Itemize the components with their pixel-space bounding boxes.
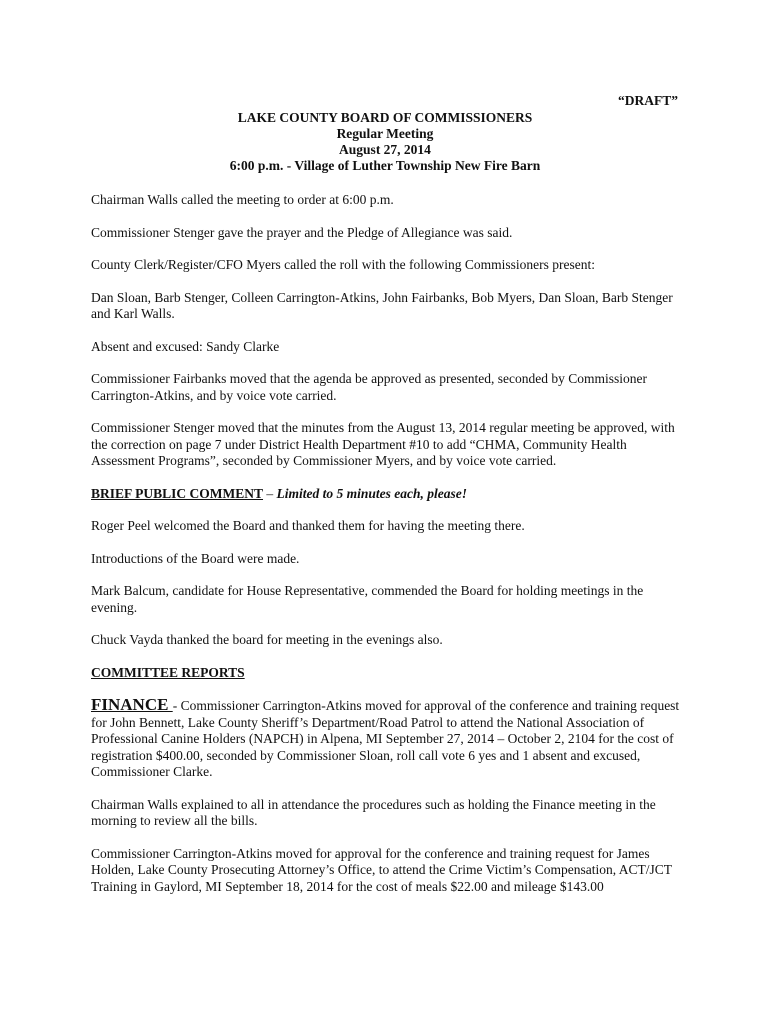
- public-comment-note: Limited to 5 minutes each, please!: [276, 485, 468, 501]
- paragraph-prayer: Commissioner Stenger gave the prayer and the Pledge of Allegiance was said.: [91, 224, 513, 240]
- public-comment-line: [91, 486, 691, 503]
- paragraph-welcome: Roger Peel welcomed the Board and thanked them for having the meeting there.: [91, 518, 525, 533]
- paragraph-holden: Commissioner Carrington-Atkins moved for approval for the conference and training request for James Holden, Lake County Prosecuting Attorney’s Office, to attend the Crime Victim’s Compensation, ACT/JCT Training in Gaylord, MI September 18, 2014 for the cost of meals $22.00 and mileage $143.00: [91, 845, 672, 894]
- paragraph-minutes: Commissioner Stenger moved that the minutes from the August 13, 2014 regular meeting be approved, with the correction on page 7 under District Health Department #10 to add “CHMA, Community Health Assessment Programs”, seconded by Commissioner Myers, and by voice vote carried.: [91, 420, 675, 468]
- paragraph-agenda: Commissioner Fairbanks moved that the agenda be approved as presented, seconded by Commissioner Carrington-Atkins, and by voice vote carried.: [91, 371, 647, 403]
- header-org: LAKE COUNTY BOARD OF COMMISSIONERS: [237, 110, 533, 125]
- draft-mark: “DRAFT”: [618, 93, 678, 108]
- finance-text: - Commissioner Carrington-Atkins moved for approval of the conference and training request for John Bennett, Lake County Sheriff’s Department/Road Patrol to attend the National Association of Professional Canine Holders (NAPCH) in Alpena, MI September 27, 2014 – October 2, 2104 for the cost of registration $400.00, seconded by Commissioner Sloan, roll call vote 6 yes and 1 absent and excused, Commissioner Clarke.: [91, 698, 680, 779]
- public-comment-heading: BRIEF PUBLIC COMMENT: [91, 485, 264, 501]
- paragraph-procedures: Chairman Walls explained to all in attendance the procedures such as holding the Finance meeting in the morning to review all the bills.: [91, 796, 656, 828]
- finance-paragraph: [91, 697, 691, 781]
- paragraph-vayda: Chuck Vayda thanked the board for meeting in the evenings also.: [91, 632, 443, 647]
- paragraph-balcum: Mark Balcum, candidate for House Representative, commended the Board for holding meetings in the evening.: [91, 583, 644, 615]
- paragraph-call-to-order: Chairman Walls called the meeting to order at 6:00 p.m.: [91, 192, 394, 207]
- document-body: [91, 192, 691, 911]
- paragraph-absent: Absent and excused: Sandy Clarke: [91, 338, 280, 354]
- header-date: August 27, 2014: [339, 142, 431, 157]
- paragraph-roll-call: County Clerk/Register/CFO Myers called the roll with the following Commissioners present:: [91, 257, 595, 272]
- committee-reports-heading: COMMITTEE REPORTS: [91, 664, 245, 680]
- paragraph-present: Dan Sloan, Barb Stenger, Colleen Carrington-Atkins, John Fairbanks, Bob Myers, Dan Sloan, Barb Stenger and Karl Walls.: [91, 289, 673, 321]
- header-time-place: 6:00 p.m. - Village of Luther Township New Fire Barn: [229, 158, 541, 173]
- header-meeting: Regular Meeting: [336, 126, 434, 141]
- paragraph-introductions: Introductions of the Board were made.: [91, 550, 300, 566]
- public-comment-sep: –: [263, 485, 277, 501]
- finance-heading: FINANCE: [91, 695, 173, 714]
- document-header: [0, 110, 770, 174]
